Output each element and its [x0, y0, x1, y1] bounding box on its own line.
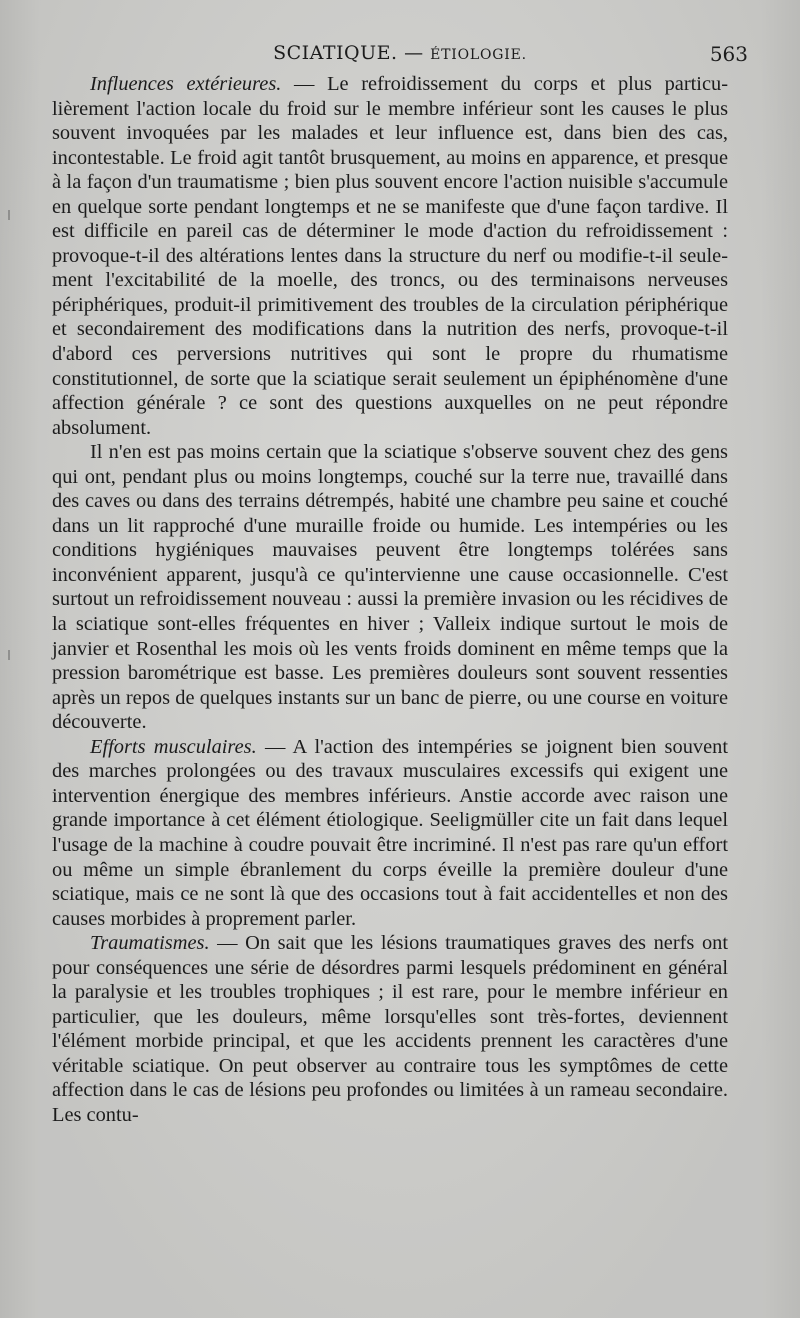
- margin-mark: [8, 650, 10, 660]
- paragraph-text: — On sait que les lésions traumatiques graves des nerfs ont pour conséquences une série de désordres parmi lesquels prédominent en général la paralysie et les troubles trophiques ; il est rare, pour le membre inférieur en particulier, que les douleurs, même lorsqu'elles sont très-fortes, deviennent l'élément morbide principal, et que les accidents prennent les caractères d'une véritable sciatique. On peut observer au contraire tous les symptômes de cette affection dans le cas de lésions peu profondes ou limitées à un rameau secondaire. Les contu-: [52, 932, 728, 1126]
- page-header: [0, 40, 800, 70]
- paragraph-text: — Le refroidissement du corps et plus particulièrement l'action locale du froid sur le membre inférieur sont les causes le plus souvent invoquées par les malades et leur influence est, dans bien des cas, incontestable. Le froid agit tantôt brusquement, au moins en apparence, et presque à la façon d'un traumatisme ; bien plus souvent encore l'action nuisible s'accumule en quelque sorte pendant longtemps et ne se manifeste que d'une façon tardive. Il est difficile en pareil cas de déterminer le mode d'action du refroidissement : provoque-t-il des altérations lentes dans la structure du nerf ou modifie-t-il seulement l'excitabilité de la moelle, des troncs, ou des terminaisons nerveuses périphériques, produit-il primitivement des troubles de la circulation périphérique et secondairement des modifications dans la nutrition des nerfs, provoque-t-il d'abord ces perversions nutritives qui sont le propre du rhumatisme constitutionnel, de sorte que la sciatique serait seulement un épiphénomène d'une affection générale ? ce sont des questions auxquelles on ne peut répondre absolument.: [52, 73, 728, 439]
- body-text: [52, 72, 728, 1128]
- section-heading-efforts: Efforts musculaires.: [90, 735, 257, 758]
- running-head-title: SCIATIQUE. —: [273, 42, 431, 64]
- paragraph-text: — A l'action des intempéries se joignent bien souvent des marches prolongées ou des travaux musculaires excessifs qui exigent une intervention énergique des membres inférieurs. Anstie accorde avec raison une grande importance à cet élément étiologique. Seeligmüller cite un fait dans lequel l'usage de la machine à coudre pouvait être incriminé. Il n'est pas rare qu'un effort ou même un simple ébranlement du corps éveille la première douleur d'une sciatique, mais ce ne sont là que des occasions tout à fait accidentelles et non des causes morbides à proprement parler.: [52, 735, 728, 930]
- running-head: [0, 42, 800, 64]
- paragraph-traumatismes: [52, 931, 728, 1127]
- paragraph-text: Il n'en est pas moins certain que la sciatique s'observe souvent chez des gens qui ont, pendant plus ou moins longtemps, couché sur la terre nue, travaillé dans des caves ou dans des terrains détrempés, habité une chambre peu saine et couché dans un lit rapproché d'une muraille froide ou humide. Les intempéries ou les conditions hygiéniques mauvaises peuvent être longtemps tolérées sans inconvénient apparent, jusqu'à ce qu'intervienne une cause occasionnelle. C'est surtout un refroidissement nouveau : aussi la première invasion ou les récidives de la sciatique sont-elles fréquentes en hiver ; Valleix indique surtout le mois de janvier et Rosenthal les mois où les vents froids dominent en même temps que la pression barométrique est basse. Les premières douleurs sont souvent ressenties après un repos de quelques instants sur un banc de pierre, ou une course en voiture découverte.: [52, 441, 728, 734]
- section-heading-influences: Influences extérieures.: [90, 73, 282, 95]
- paragraph-influences-exterieures: [52, 72, 728, 440]
- running-head-subtitle: ÉTIOLOGIE.: [430, 47, 527, 63]
- section-heading-traumatismes: Traumatismes.: [90, 932, 210, 955]
- margin-mark: [8, 210, 10, 220]
- page-number: 563: [709, 42, 748, 66]
- paragraph-sciatique-observations: [52, 440, 728, 735]
- paragraph-efforts-musculaires: [52, 735, 728, 931]
